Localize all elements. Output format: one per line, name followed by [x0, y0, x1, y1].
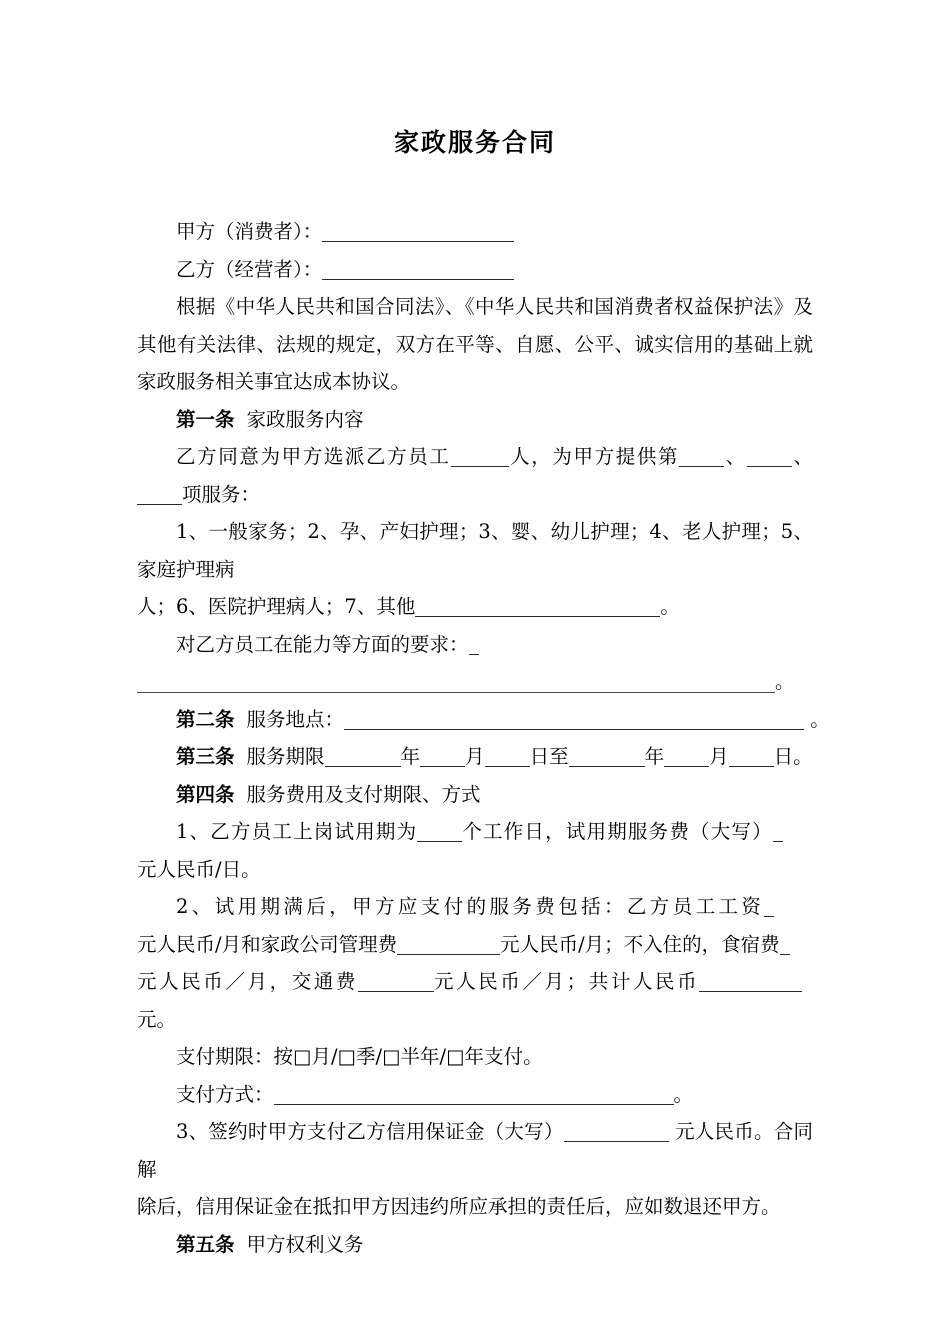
- assign-text-2: 人，为甲方提供第: [508, 445, 680, 468]
- clause-four-title: 服务费用及支付期限、方式: [246, 782, 481, 806]
- party-b-row: [137, 251, 813, 289]
- payment-method-row: [137, 1076, 813, 1114]
- end-day-unit: 日: [773, 745, 794, 768]
- clause-one-heading: [137, 401, 813, 439]
- clause-one-label: 第一条: [176, 407, 235, 431]
- service-location-input[interactable]: [344, 711, 804, 730]
- trial-days-input[interactable]: [417, 823, 462, 842]
- payment-period-row: [137, 1038, 813, 1076]
- payment-method-tail: 。: [673, 1082, 694, 1106]
- payment-period-label: 支付期限：按: [176, 1045, 294, 1068]
- employee-requirement-label: 对乙方员工在能力等方面的要求：: [176, 632, 469, 656]
- transport-fee-input[interactable]: [358, 973, 434, 992]
- payment-method-input[interactable]: [274, 1086, 674, 1105]
- deposit-text-1: 3、签约时甲方支付乙方信用保证金（大写）: [176, 1120, 564, 1143]
- assign-text-3: 项服务：: [182, 482, 261, 506]
- clause-three-row: [137, 738, 813, 776]
- document-body: [137, 0, 830, 1263]
- start-day-input[interactable]: [485, 748, 530, 767]
- payment-option-month: 月: [311, 1045, 331, 1068]
- deposit-amount-input[interactable]: [564, 1123, 669, 1142]
- payment-option-quarter: 季: [355, 1045, 376, 1068]
- trial-period-text-1: 1、乙方员工上岗试用期为: [176, 820, 418, 843]
- trial-period-row: [137, 813, 813, 851]
- service-item-1-input[interactable]: [679, 448, 724, 467]
- service-fee-text-1: 2、试用期满后，甲方应支付的服务费包括：乙方员工工资: [176, 895, 765, 918]
- start-month-unit: 月: [465, 745, 485, 768]
- payment-period-tail: 支付。: [484, 1045, 543, 1068]
- period-to: 至: [549, 745, 569, 768]
- management-fee-input[interactable]: [397, 936, 500, 955]
- clause-five-heading: [137, 1226, 813, 1264]
- payment-slash-3: /: [439, 1045, 447, 1068]
- employee-requirement-rule-row: [137, 663, 813, 701]
- payment-option-year: 年: [464, 1045, 485, 1068]
- payment-option-halfyear: 半年: [400, 1045, 440, 1068]
- clause-two-row: [137, 701, 830, 739]
- end-month-unit: 月: [709, 745, 729, 768]
- clause-three-label: 第三条: [176, 745, 235, 768]
- payment-slash-2: /: [375, 1045, 383, 1068]
- service-fee-line-4: 元。: [137, 1007, 177, 1031]
- employee-requirement-tail: 。: [775, 670, 795, 693]
- clause-four-heading: [137, 776, 813, 814]
- clause-three-title: 服务期限: [246, 745, 325, 768]
- clause-two-tail: 。: [810, 707, 830, 731]
- employee-requirement-input[interactable]: [469, 636, 479, 655]
- checkbox-quarter[interactable]: □: [337, 1045, 356, 1068]
- clause-five-title: 甲方权利义务: [246, 1232, 364, 1256]
- employee-count-input[interactable]: [451, 448, 509, 467]
- checkbox-halfyear[interactable]: □: [382, 1045, 401, 1068]
- clause-two-label: 第二条: [176, 707, 235, 731]
- deposit-line-2: 除后，信用保证金在抵扣甲方因违约所应承担的责任后，应如数退还甲方。: [137, 1195, 781, 1218]
- service-items-line-2: [137, 588, 813, 626]
- employee-requirement-rule[interactable]: [137, 692, 775, 693]
- preamble-paragraph: 根据《中华人民共和国合同法》、《中华人民共和国消费者权益保护法》及其他有关法律、法规的规定，双方在平等、自愿、公平、诚实信用的基础上就家政服务相关事宜达成本协议。: [137, 295, 813, 393]
- board-fee-input[interactable]: [780, 936, 790, 955]
- trial-period-text-2: 个工作日，试用期服务费（大写）: [462, 820, 773, 843]
- document-title: 家政服务合同: [393, 128, 556, 157]
- payment-slash-1: /: [330, 1045, 338, 1068]
- title-spacer: [137, 158, 813, 213]
- start-month-input[interactable]: [420, 748, 465, 767]
- service-fee-text-2b: 元人民币/月；不入住的，食宿费: [500, 932, 780, 956]
- clause-two-title: 服务地点：: [246, 707, 345, 731]
- assign-sep-1: 、: [724, 445, 747, 468]
- party-a-label: 甲方（消费者）：: [176, 220, 323, 243]
- party-a-input[interactable]: [322, 223, 514, 242]
- service-items-line-1: 1、一般家务；2、孕、产妇护理；3、婴、幼儿护理；4、老人护理；5、家庭护理病: [137, 520, 813, 581]
- trial-fee-input[interactable]: [773, 823, 783, 842]
- deposit-line-1: [137, 1113, 813, 1188]
- employee-requirement-row: [137, 626, 813, 664]
- service-item-3-input[interactable]: [137, 486, 182, 505]
- payment-method-label: 支付方式：: [176, 1082, 274, 1106]
- checkbox-year[interactable]: □: [446, 1045, 465, 1068]
- party-a-row: [137, 213, 813, 251]
- service-fee-line-2: [137, 926, 813, 964]
- end-day-input[interactable]: [729, 748, 774, 767]
- clause-three-tail: 。: [793, 745, 813, 768]
- clause-one-title: 家政服务内容: [246, 407, 364, 431]
- assign-sep-2: 、: [791, 445, 813, 468]
- service-item-2-input[interactable]: [747, 448, 792, 467]
- service-fee-line-1: [137, 888, 813, 926]
- service-other-label: 其他: [376, 595, 416, 618]
- service-items-prefix: 人；6、医院护理病人；7、: [137, 595, 377, 618]
- end-year-input[interactable]: [569, 748, 645, 767]
- checkbox-month[interactable]: □: [293, 1045, 312, 1068]
- end-month-input[interactable]: [664, 748, 709, 767]
- service-items-suffix: 。: [660, 595, 680, 618]
- end-year-unit: 年: [644, 745, 665, 768]
- service-fee-line-3: [137, 963, 813, 1001]
- service-other-input[interactable]: [415, 598, 660, 617]
- trial-period-row-2: 元人民币/日。: [137, 857, 261, 881]
- clause-four-label: 第四条: [176, 782, 235, 806]
- party-b-label: 乙方（经营者）：: [176, 257, 323, 281]
- deposit-text-2: 元人民币。合同解: [137, 1120, 813, 1181]
- start-day-unit: 日: [529, 745, 550, 768]
- total-fee-input[interactable]: [699, 973, 802, 992]
- service-fee-text-3b: 元人民币／月；共计人民币: [434, 970, 700, 993]
- employee-salary-input[interactable]: [764, 898, 774, 917]
- service-fee-text-2a: 元人民币/月和家政公司管理费: [137, 932, 398, 956]
- assign-text-1: 乙方同意为甲方选派乙方员工: [176, 445, 451, 468]
- start-year-unit: 年: [400, 745, 421, 768]
- clause-one-assignment: [137, 438, 813, 513]
- clause-five-label: 第五条: [176, 1232, 235, 1256]
- service-fee-text-3a: 元人民币／月，交通费: [137, 970, 359, 993]
- party-b-input[interactable]: [322, 261, 514, 280]
- start-year-input[interactable]: [325, 748, 401, 767]
